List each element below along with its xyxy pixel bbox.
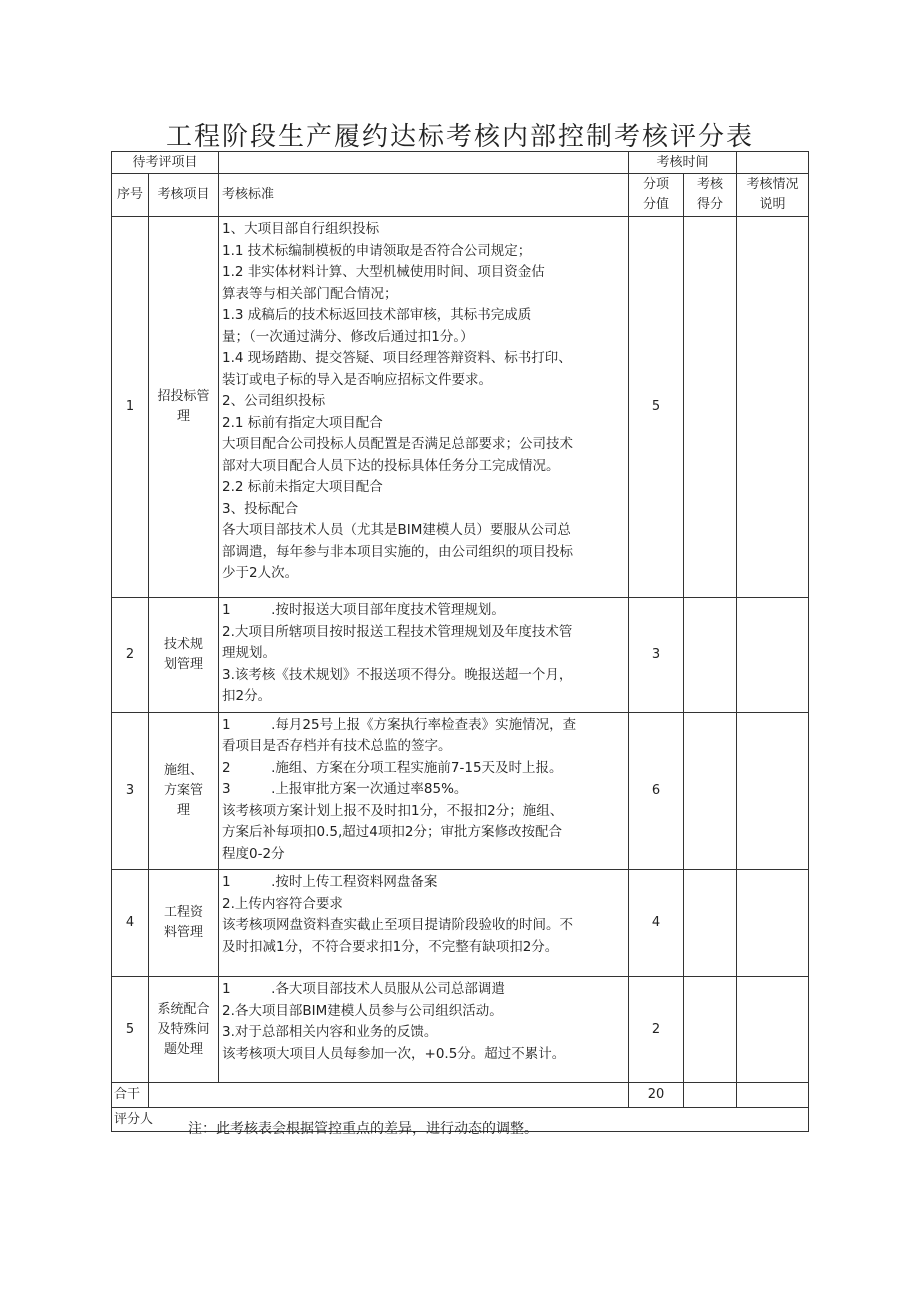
table-row xyxy=(112,598,809,713)
row-score xyxy=(684,977,737,1083)
row-points: 4 xyxy=(629,870,684,977)
page-title: 工程阶段生产履约达标考核内部控制考核评分表 xyxy=(165,122,754,152)
row-notes xyxy=(737,598,809,713)
row-criteria: 1 .按时上传工程资料网盘备案 2.上传内容符合要求 该考核项网盘资料查实截止至项目提请阶段验收的时间。不 及时扣减1分，不符合要求扣1分，不完整有缺项扣2分。 xyxy=(219,870,629,977)
row-score xyxy=(684,598,737,713)
row-points: 2 xyxy=(629,977,684,1083)
col-score-header: 考核 得分 xyxy=(684,174,737,217)
row-points: 6 xyxy=(629,712,684,870)
table-row xyxy=(112,870,809,977)
row-item: 招投标管 理 xyxy=(149,217,219,598)
row-score xyxy=(684,217,737,598)
scoring-table xyxy=(111,151,809,1132)
col-no-header: 序号 xyxy=(112,174,149,217)
total-blank xyxy=(149,1083,629,1108)
row-item: 施组、 方案管 理 xyxy=(149,712,219,870)
row-notes xyxy=(737,712,809,870)
item-to-review-value xyxy=(219,152,629,174)
col-notes-header: 考核情况 说明 xyxy=(737,174,809,217)
reviewer-label: 评分人 xyxy=(112,1108,809,1132)
row-no: 2 xyxy=(112,598,149,713)
total-label: 合干 xyxy=(112,1083,149,1108)
item-to-review-label: 待考评项目 xyxy=(112,152,219,174)
col-standard-header: 考核标准 xyxy=(219,174,629,217)
review-time-value xyxy=(737,152,809,174)
row-no: 3 xyxy=(112,712,149,870)
row-criteria: 1 .各大项目部技术人员服从公司总部调遣 2.各大项目部BIM建模人员参与公司组织活动。 3.对于总部相关内容和业务的反馈。 该考核项大项目人员每参加一次，+0.5分。超过不累计。 xyxy=(219,977,629,1083)
total-row xyxy=(112,1083,809,1108)
row-no: 4 xyxy=(112,870,149,977)
total-score xyxy=(684,1083,737,1108)
row-item: 工程资 料管理 xyxy=(149,870,219,977)
col-points-header: 分项 分值 xyxy=(629,174,684,217)
footnote: 注：此考核表会根据管控重点的差异，进行动态的调整。 xyxy=(188,1121,538,1137)
row-notes xyxy=(737,870,809,977)
row-no: 5 xyxy=(112,977,149,1083)
row-item: 技术规 划管理 xyxy=(149,598,219,713)
row-criteria: 1 .每月25号上报《方案执行率检查表》实施情况，查 看项目是否存档并有技术总监的签字。 2 .施组、方案在分项工程实施前7-15天及时上报。 3 .上报审批方案一次通过率85%。 该考核项方案计划上报不及时扣1分，不报扣2分；施组、 方案后补每项扣0.5,超过4项扣2分；审批方案修改按配合 程度0-2分 xyxy=(219,712,629,870)
table-row xyxy=(112,712,809,870)
header-row-columns xyxy=(112,174,809,217)
total-notes xyxy=(737,1083,809,1108)
row-notes xyxy=(737,977,809,1083)
row-points: 3 xyxy=(629,598,684,713)
row-no: 1 xyxy=(112,217,149,598)
row-points: 5 xyxy=(629,217,684,598)
review-time-label: 考核时间 xyxy=(629,152,737,174)
row-criteria: 1 .按时报送大项目部年度技术管理规划。 2.大项目所辖项目按时报送工程技术管理规划及年度技术管 理规划。 3.该考核《技术规划》不报送项不得分。晚报送超一个月， 扣2分。 xyxy=(219,598,629,713)
table-row xyxy=(112,217,809,598)
row-item: 系统配合 及特殊问 题处理 xyxy=(149,977,219,1083)
total-points: 20 xyxy=(629,1083,684,1108)
row-criteria: 1、大项目部自行组织投标 1.1 技术标编制模板的申请领取是否符合公司规定； 1.2 非实体材料计算、大型机械使用时间、项目资金估 算表等与相关部门配合情况； 1.3 成稿后的技术标返回技术部审核，其标书完成质 量；（一次通过满分、修改后通过扣1分。） 1.4 现场踏勘、提交答疑、项目经理答辩资料、标书打印、 装订或电子标的导入是否响应招标文件要求。 2、公司组织投标 2.1 标前有指定大项目配合 大项目配合公司投标人员配置是否满足总部要求；公司技术 部对大项目配合人员下达的投标具体任务分工完成情况。 2.2 标前未指定大项目配合 3、投标配合 各大项目部技术人员（尤其是BIM建模人员）要服从公司总 部调遣，每年参与非本项目实施的，由公司组织的项目投标 少于2人次。 xyxy=(219,217,629,598)
col-item-header: 考核项目 xyxy=(149,174,219,217)
table-row xyxy=(112,977,809,1083)
header-row-review xyxy=(112,152,809,174)
row-score xyxy=(684,870,737,977)
row-notes xyxy=(737,217,809,598)
row-score xyxy=(684,712,737,870)
